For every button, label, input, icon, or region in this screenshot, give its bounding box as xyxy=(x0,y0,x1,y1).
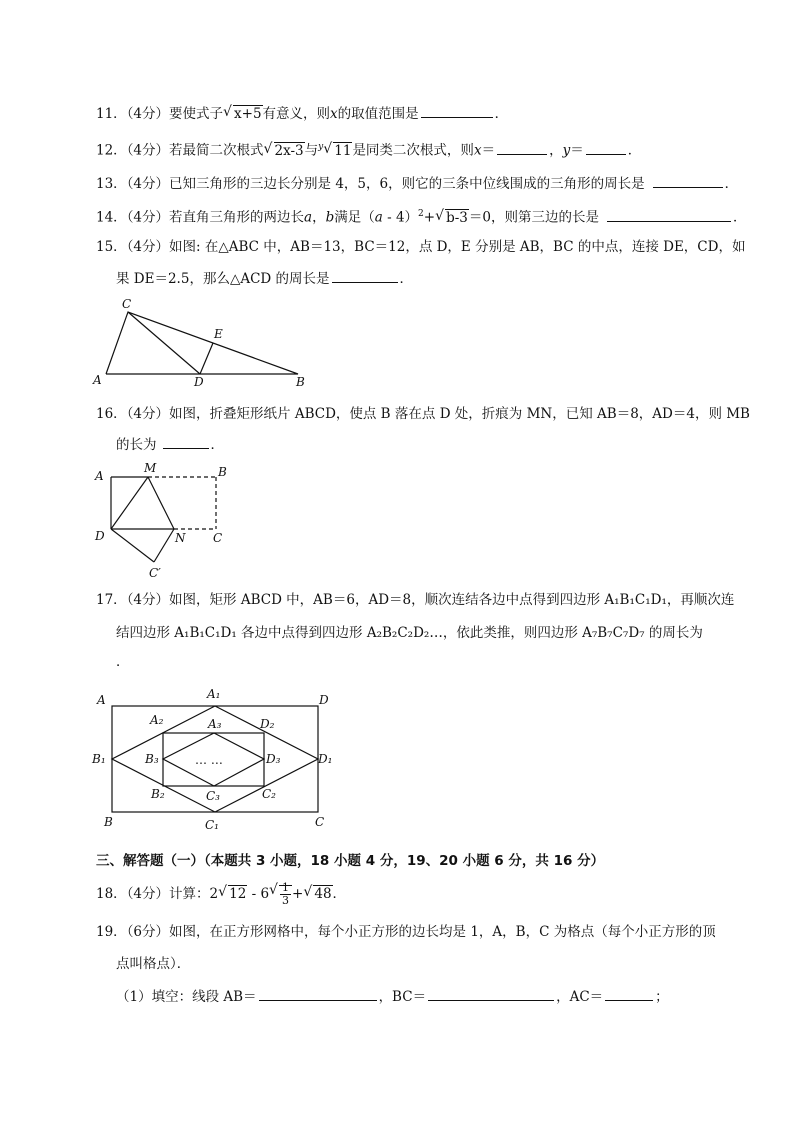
fraction-one-third: √ $\frac{1}{3}$ xyxy=(282,881,290,907)
question-15: 15．（4分）如图: 在△ABC 中，AB＝13，BC＝12，点 D，E 分别是 AB，BC 的中点，连接 DE，CD，如 xyxy=(96,239,746,255)
label-ellipsis: … … xyxy=(195,753,223,767)
label-d3: D₃ xyxy=(266,752,281,766)
label-a: A xyxy=(97,693,106,707)
question-17: 17．（4分）如图，矩形 ABCD 中，AB＝6，AD＝8，顺次连结各边中点得到四边形 A₁B₁C₁D₁，再顺次连 xyxy=(96,592,735,608)
label-d1: D₁ xyxy=(318,752,333,766)
label-c-prime: C′ xyxy=(149,566,161,580)
label-b: B xyxy=(104,815,113,829)
answer-blank-15[interactable] xyxy=(332,268,398,283)
question-19-line2: 点叫格点）． xyxy=(116,956,191,972)
label-c: C xyxy=(122,297,132,311)
nested-rectangles-figure-17 xyxy=(88,684,348,836)
answer-blank-11[interactable] xyxy=(421,103,493,118)
label-n: N xyxy=(175,531,186,545)
radical-one-third xyxy=(270,882,292,907)
segment-de xyxy=(200,343,213,374)
question-19: 19．（6分）如图，在正方形网格中，每个小正方形的边长均是 1，A，B，C 为格点（每个小正方形的顶 xyxy=(96,924,716,940)
label-d: D xyxy=(95,529,105,543)
question-17-line3: ． xyxy=(116,654,130,670)
label-a: A xyxy=(95,469,104,483)
question-11: 11．（4分）要使式子√ x+5有意义，则x的取值范围是 ． xyxy=(96,103,508,124)
radical-b-minus-3: √ b-3 xyxy=(436,208,469,228)
answer-blank-19-ab[interactable] xyxy=(259,986,377,1001)
label-c2: C₂ xyxy=(262,787,276,801)
answer-blank-13[interactable] xyxy=(653,173,723,188)
label-b3: B₃ xyxy=(145,752,159,766)
label-m: M xyxy=(144,461,157,475)
label-e: E xyxy=(214,327,223,341)
question-18: 18．（4分）计算：2√ 12 - 6 √ $\frac{1}{3}$ +√ 48． xyxy=(96,882,346,907)
question-19-part1: （1）填空：线段 AB＝ ，BC＝ ，AC＝ ； xyxy=(116,986,669,1007)
answer-blank-14[interactable] xyxy=(607,207,731,222)
radical-2x-minus-3: √ 2x-3 xyxy=(265,141,305,161)
question-16: 16．（4分）如图，折叠矩形纸片 ABCD，使点 B 落在点 D 处，折痕为 MN，已知 AB＝8，AD＝4，则 MB xyxy=(96,406,750,422)
label-c: C xyxy=(213,531,223,545)
triangle-figure-15 xyxy=(88,292,328,392)
label-c: C xyxy=(315,815,325,829)
fold-line-mn xyxy=(148,477,174,529)
label-b1: B₁ xyxy=(92,752,106,766)
answer-blank-12-x[interactable] xyxy=(497,140,547,155)
answer-blank-12-y[interactable] xyxy=(586,140,626,155)
radical-48: √ 48 xyxy=(304,884,332,904)
label-a3: A₃ xyxy=(208,717,222,731)
answer-blank-19-bc[interactable] xyxy=(428,986,554,1001)
label-c3: C₃ xyxy=(206,789,220,803)
label-d: D xyxy=(194,375,204,389)
question-15-line2: 果 DE＝2.5，那么△ACD 的周长是 ． xyxy=(116,268,413,289)
answer-blank-16[interactable] xyxy=(163,434,209,449)
label-d2: D₂ xyxy=(260,717,275,731)
section-3-heading: 三、解答题（一）（本题共 3 小题，18 小题 4 分，19、20 小题 6 分，共 16 分） xyxy=(96,853,605,869)
label-a2: A₂ xyxy=(150,713,164,727)
question-16-line2: 的长为 ． xyxy=(116,434,224,455)
radical-12: √ 12 xyxy=(219,884,247,904)
label-b: B xyxy=(296,375,305,389)
answer-blank-19-ac[interactable] xyxy=(605,986,653,1001)
label-a1: A₁ xyxy=(207,687,221,701)
question-13: 13．（4分）已知三角形的三边长分别是 4，5，6，则它的三条中位线围成的三角形的周长是 ． xyxy=(96,173,738,194)
radical-x-plus-5: √ x+5 xyxy=(224,104,263,124)
label-a: A xyxy=(93,373,102,387)
question-17-line2: 结四边形 A₁B₁C₁D₁ 各边中点得到四边形 A₂B₂C₂D₂…，依此类推，则四边形 A₇B₇C₇D₇ 的周长为 xyxy=(116,625,703,641)
triangle-abc xyxy=(106,312,298,374)
label-d: D xyxy=(319,693,329,707)
segment-md xyxy=(111,477,148,529)
label-b2: B₂ xyxy=(151,787,165,801)
radical-11: √ 11 xyxy=(324,141,352,161)
fold-rectangle-figure-16 xyxy=(88,458,248,583)
question-14: 14．（4分）若直角三角形的两边长a，b满足（a - 4）$^2$+√ b-3＝0，则第三边的长是 ． xyxy=(96,204,746,228)
segment-cd xyxy=(128,312,200,374)
question-12: 12．（4分）若最简二次根式√ 2x-3与$^y$√ 11是同类二次根式，则x＝ ，y＝ ． xyxy=(96,137,641,161)
label-c1: C₁ xyxy=(205,818,219,832)
label-b: B xyxy=(218,465,227,479)
